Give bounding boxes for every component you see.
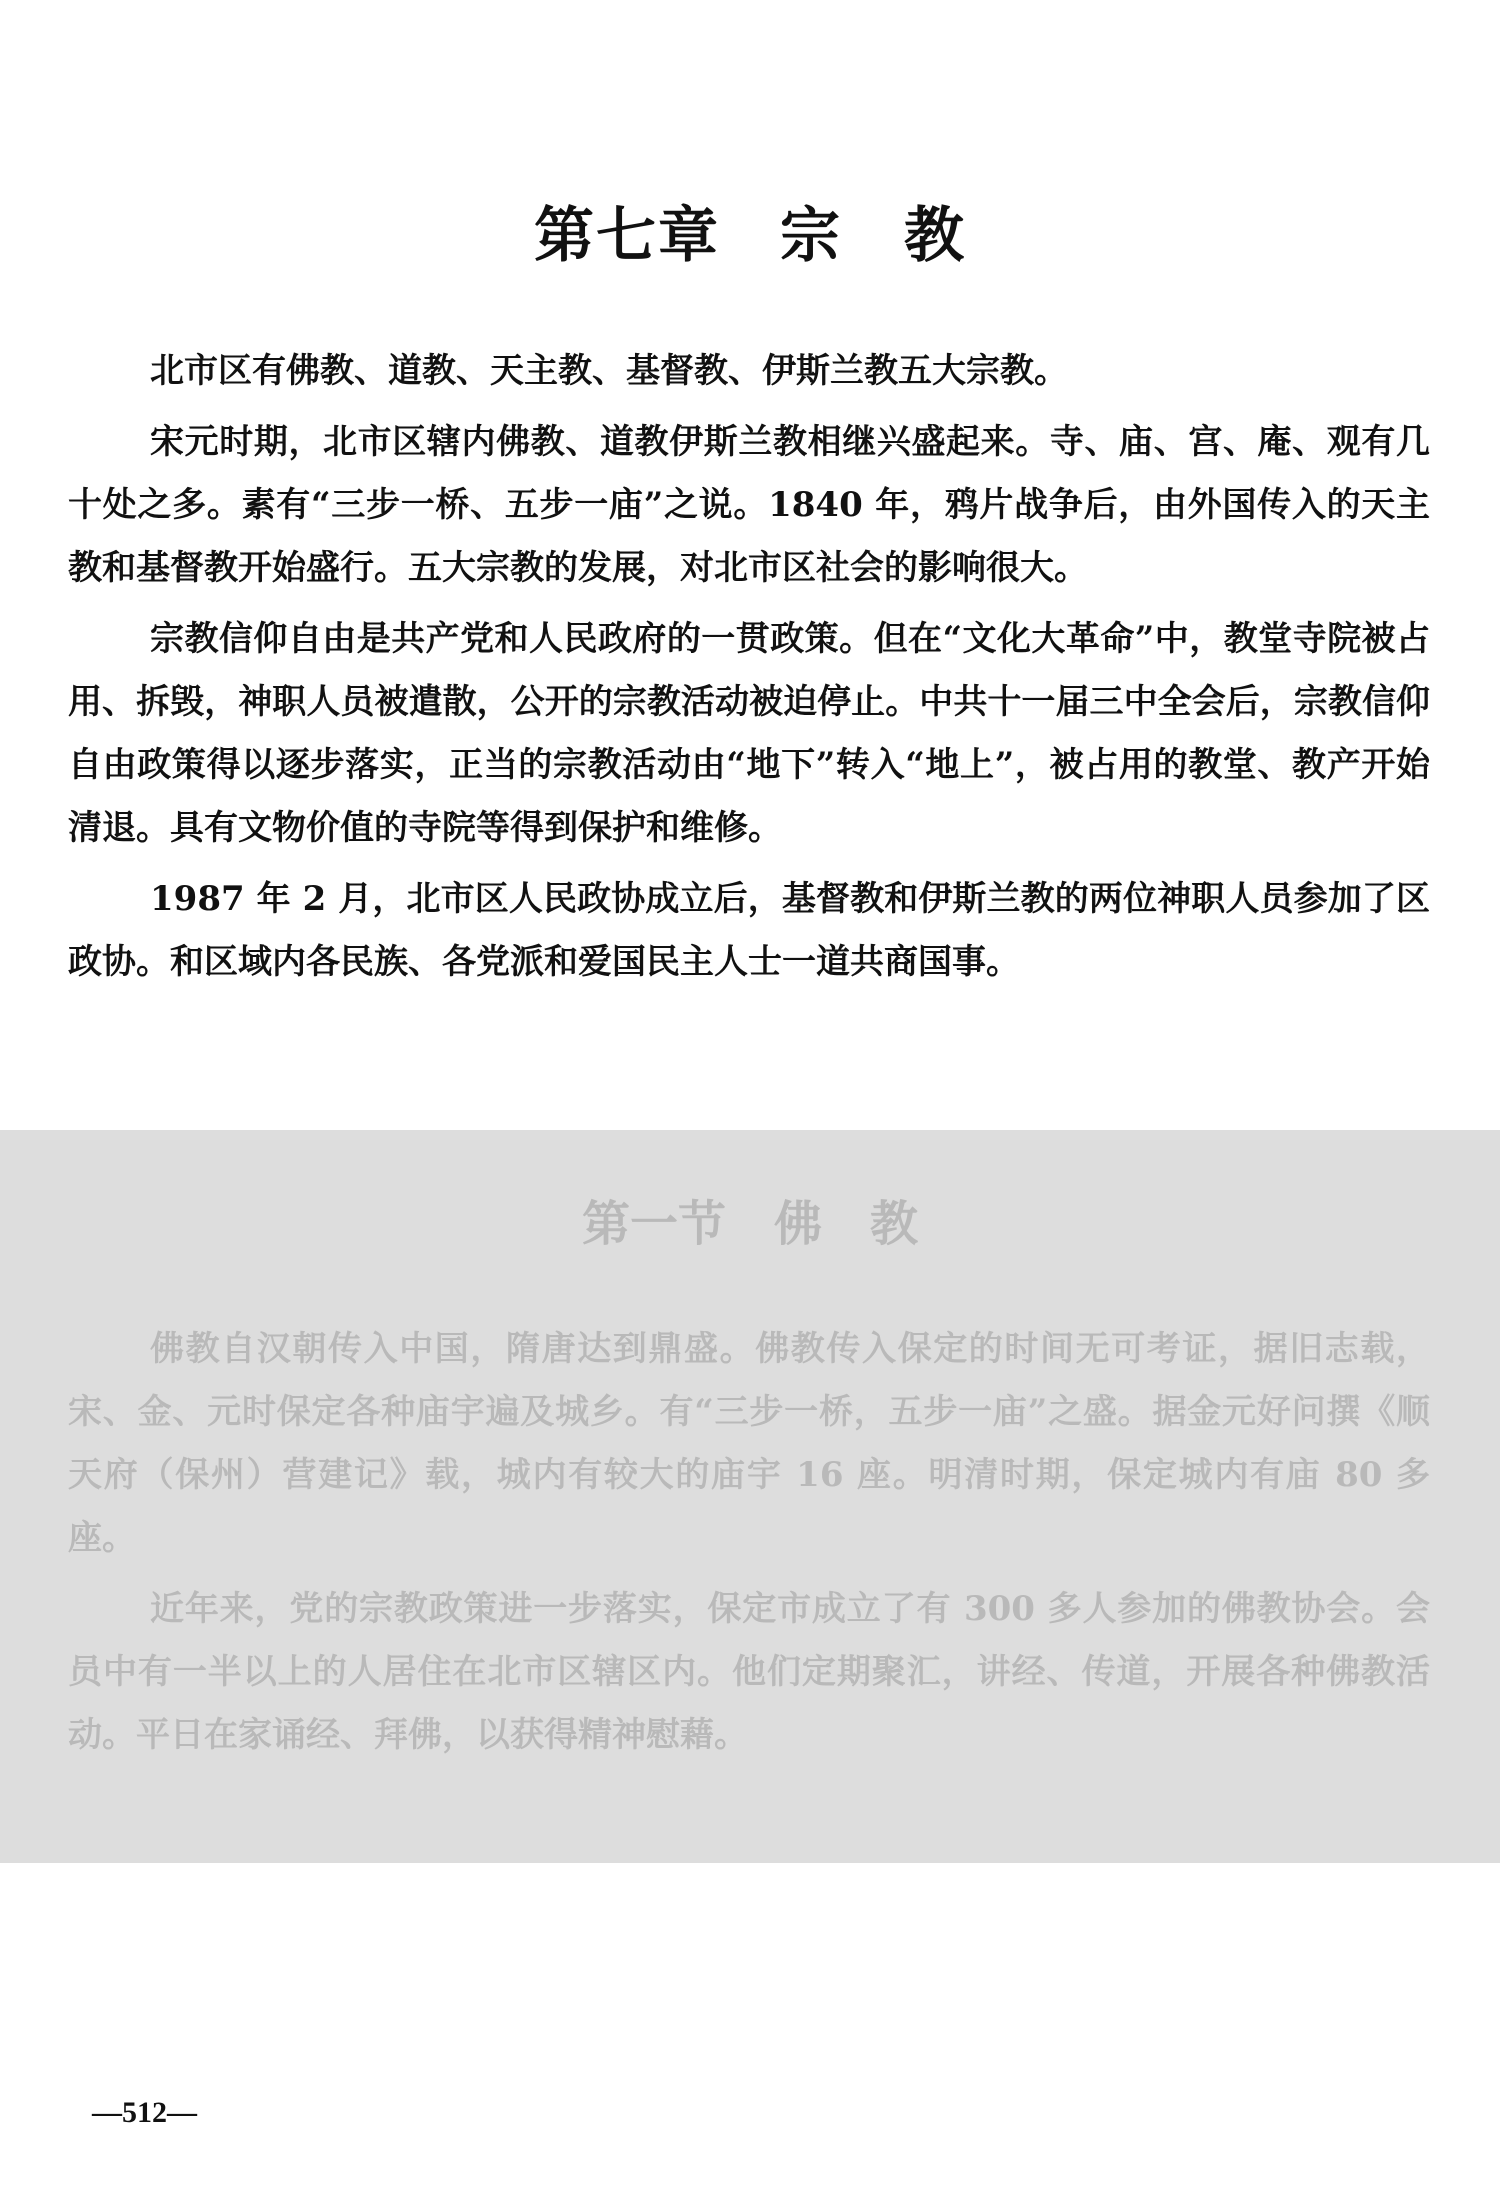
intro-paragraph-2: 宋元时期，北市区辖内佛教、道教伊斯兰教相继兴盛起来。寺、庙、宫、庵、观有几十处之多。素有“三步一桥、五步一庙”之说。1840 年，鸦片战争后，由外国传入的天主教和基督教开始盛行。五大宗教的发展，对北市区社会的影响很大。	[68, 422, 1430, 588]
page-number: —512—	[92, 2096, 197, 2129]
chapter-intro	[68, 340, 1430, 1002]
chapter-name: 宗 教	[780, 201, 966, 271]
section-title: 第一节 佛 教	[581, 1196, 918, 1252]
intro-paragraph-4: 1987 年 2 月，北市区人民政协成立后，基督教和伊斯兰教的两位神职人员参加了区政协。和区域内各民族、各党派和爱国民主人士一道共商国事。	[68, 879, 1430, 982]
section-paragraph-2: 近年来，党的宗教政策进一步落实，保定市成立了有 300 多人参加的佛教协会。会员中有一半以上的人居住在北市区辖区内。他们定期聚汇，讲经、传道，开展各种佛教活动。平日在家诵经、拜佛，以获得精神慰藉。	[68, 1589, 1430, 1755]
section-body	[68, 1318, 1430, 1775]
intro-paragraph-3: 宗教信仰自由是共产党和人民政府的一贯政策。但在“文化大革命”中，教堂寺院被占用、拆毁，神职人员被遣散，公开的宗教活动被迫停止。中共十一届三中全会后，宗教信仰自由政策得以逐步落实，正当的宗教活动由“地下”转入“地上”，被占用的教堂、教产开始清退。具有文物价值的寺院等得到保护和维修。	[68, 619, 1430, 848]
chapter-title	[0, 188, 1500, 274]
section-paragraph-1: 佛教自汉朝传入中国，隋唐达到鼎盛。佛教传入保定的时间无可考证，据旧志载，宋、金、元时保定各种庙宇遍及城乡。有“三步一桥，五步一庙”之盛。据金元好问撰《顺天府（保州）营建记》载，城内有较大的庙宇 16 座。明清时期，保定城内有庙 80 多座。	[68, 1329, 1430, 1558]
intro-paragraph-1: 北市区有佛教、道教、天主教、基督教、伊斯兰教五大宗教。	[150, 351, 1068, 391]
chapter-number: 第七章	[534, 201, 720, 271]
